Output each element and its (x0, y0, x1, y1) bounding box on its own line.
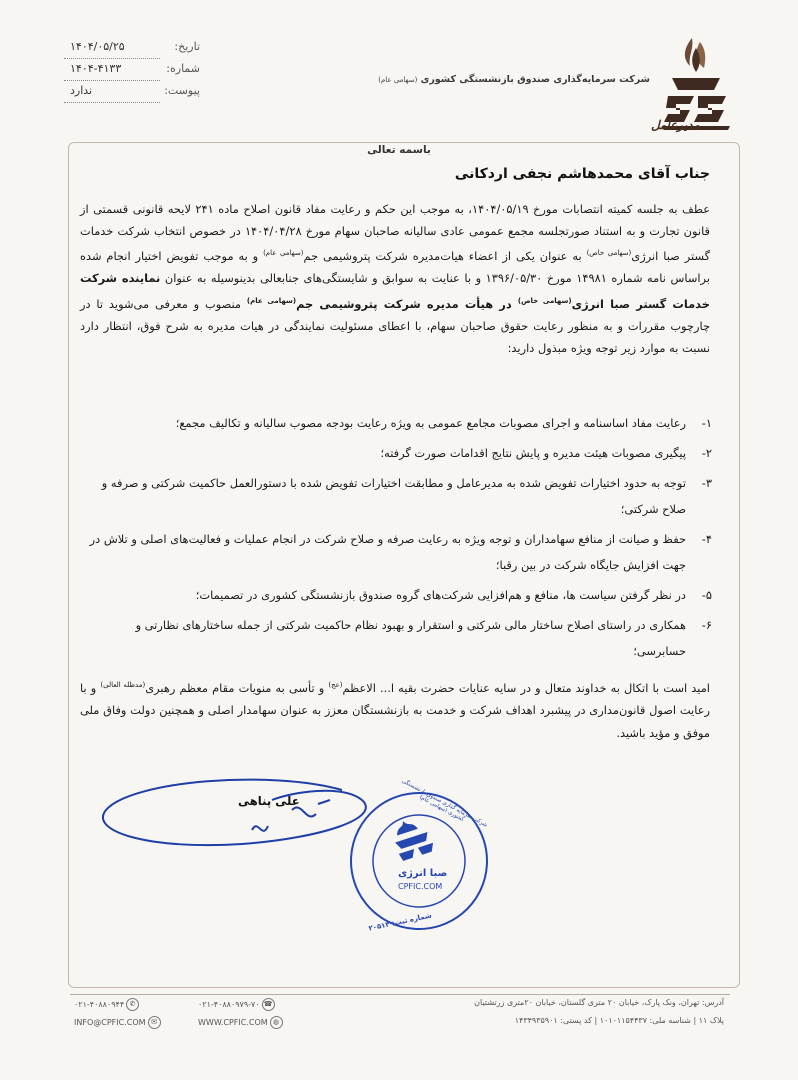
stamp-site: CPFIC.COM (398, 882, 443, 891)
footer-ids: پلاک ۱۱ | شناسه ملی: ۱۰۱۰۱۱۵۴۴۳۷ | کد پستی: ۱۴۳۴۹۳۵۹۰۱ (514, 1016, 724, 1025)
fax-icon: ✆ (126, 998, 139, 1011)
meta-attachment: پیوست: ندارد (60, 84, 200, 106)
stamp-ring-text: شرکت سرمایه گذاری صندوق بازنشستگی کشوری (سهامی عام) (400, 778, 489, 829)
footer-fax: ✆۰۲۱-۴۰۸۸۰۹۴۴ (74, 998, 141, 1011)
list-item: ۵- در نظر گرفتن سیاست ها، منافع و هم‌افزایی شرکت‌های گروه صندوق بازنشستگی کشوری در تصمیمات؛ (195, 588, 712, 602)
basmala: باسمه تعالی (367, 144, 431, 156)
stamp-reg: شماره ثبت: ۲۰۵۱۳ (367, 911, 433, 933)
letter-meta (60, 40, 200, 106)
list-item: ۱- رعایت مفاد اساسنامه و اجرای مصوبات مجامع عمومی به ویژه رعایت بودجه مصوب سالیانه و تکالیف مجمع؛ (175, 416, 712, 430)
body-paragraph: عطف به جلسه کمیته انتصابات مورخ ۱۴۰۴/۰۵/۱۹، به موجب این حکم و رعایت مفاد قانون اصلاح ماده ۲۴۱ لایحه قانونی قسمتی از قانون تجارت و به استناد صورتجلسه مجمع عمومی عادی سالیانه صاحبان سهام مورخ ۱۴۰۴/۰۴/۲۸ در خصوص انتخاب شرکت خدمات گستر صبا انرژی$^{(سهامی خاص)}$ به عنوان یکی از اعضاء هیات‌مدیره شرکت پتروشیمی جم$^{(سهامی عام)}$ و به موجب تفویض اختیار انجام شده براساس نامه شماره ۱۴۹۸۱ مورخ ۱۳۹۶/۰۵/۳۰ و با عنایت به سوابق و شایستگی‌های جنابعالی بدینوسیله به عنوان نماینده شرکت خدمات گستر صبا انرژی$^{(سهامی خاص)}$ در هیأت مدیره شرکت پتروشیمی جم$^{(سهامی عام)}$ منصوب و معرفی می‌شوید تا در چارچوب مقررات و به منظور رعایت حقوق صاحبان سهام، با اعطای مسئولیت نمایندگی در هیات مدیره به شرح فوق، انتظار دارد نسبت به موارد زیر توجه ویژه مبذول دارید: (80, 202, 711, 355)
signer-name: علی پناهی (238, 794, 300, 808)
globe-icon: ◍ (270, 1016, 283, 1029)
list-item: ۲- پیگیری مصوبات هیئت مدیره و پایش نتایج اقدامات صورت گرفته؛ (380, 446, 712, 460)
list-item: ۳- توجه به حدود اختیارات تفویض شده به مدیرعامل و مطابقت اختیارات تفویض شده با دستورالعمل حاکمیت شرکتی و صرفه و صلاح شرکتی؛ (101, 476, 712, 516)
meta-number: شماره: ۱۴۰۴-۴۱۳۳ (60, 62, 200, 84)
company-name: شرکت سرمایه‌گذاری صندوق بازنشستگی کشوری (سهامی عام) (378, 74, 650, 85)
footer-phone: ☎۰۲۱-۴۰۸۸۰۹۷۹-۷۰ (198, 998, 277, 1011)
closing-paragraph: امید است با اتکال به خداوند متعال و در سایه عنایات حضرت بقیه ا... الاعظم$^{(عج)}$ و تأسی به منویات مقام معظم رهبری$^{(مدظله العالی)}$ و با رعایت اصول قانون‌مداری در پیشبرد اهداف شرکت و خدمت به بازنشستگان معزز به عنوان سهامدار اصلی و همچنین دولت وفاق ملی موفق و مؤید باشید. (80, 680, 710, 740)
footer-email[interactable]: ✉INFO@CPFIC.COM (74, 1016, 163, 1029)
recipient: جناب آقای محمدهاشم نجفی اردکانی (454, 166, 710, 182)
list-item: ۴- حفظ و صیانت از منافع سهامداران و توجه ویژه به رعایت صرفه و صلاح شرکت در انجام عملیات و فعالیت‌های اصلی و تلاش در جهت افزایش جایگاه شرکت در بین رقبا؛ (89, 532, 712, 572)
footer-website[interactable]: ◍WWW.CPFIC.COM (198, 1016, 285, 1029)
mail-icon: ✉ (148, 1016, 161, 1029)
footer-address: آدرس: تهران، ونک پارک، خیابان ۲۰ متری گلستان، خیابان ۲۰متری زرتشتیان (474, 998, 724, 1007)
duties-list (80, 410, 712, 668)
stamp-brand: صبا انرژی (398, 868, 448, 879)
logo-caption: مدیرعامل (650, 118, 700, 132)
footer-divider (70, 994, 730, 995)
footer (74, 998, 724, 1034)
phone-icon: ☎ (262, 998, 275, 1011)
list-item: ۶- همکاری در راستای اصلاح ساختار مالی شرکتی و استقرار و بهبود نظام حاکمیت شرکتی از جمله ساختارهای نظارتی و حسابرسی؛ (135, 618, 712, 658)
meta-date: تاریخ: ۱۴۰۴/۰۵/۲۵ (60, 40, 200, 62)
